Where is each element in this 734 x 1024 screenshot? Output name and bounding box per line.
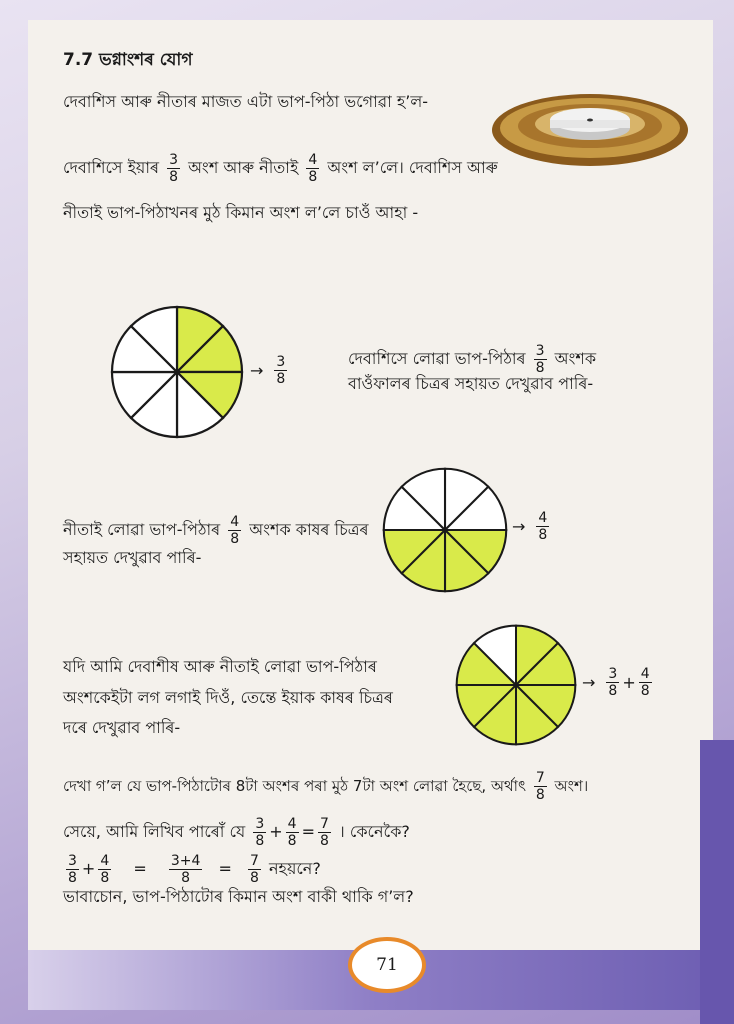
- fraction: [639, 666, 652, 699]
- numerator: 3: [276, 354, 286, 370]
- fraction: [534, 770, 547, 803]
- denominator: 8: [249, 870, 259, 886]
- write-text-b: । কেনেকৈ?: [339, 822, 410, 841]
- intro-text: দেবাশিস আৰু নীতাৰ মাজত এটা ভাপ-পিঠা ভগোৱা হ’ল-: [63, 92, 429, 111]
- combined-line2: অংশকেইটা লগ লগাই দিওঁ, তেন্তে ইয়াক কাষৰ চিত্ৰৰ: [63, 688, 393, 707]
- denominator: 8: [538, 527, 548, 543]
- pie-nita: [380, 465, 510, 595]
- equation-line: [63, 853, 321, 886]
- conclusion-text-b: অংশ।: [554, 777, 589, 795]
- right-band: [700, 740, 734, 1024]
- denominator: 8: [100, 870, 110, 886]
- debashis-text-b: অংশক: [554, 349, 597, 368]
- denominator: 8: [535, 787, 545, 803]
- numerator: 3: [255, 816, 265, 832]
- arrow-icon: →: [512, 517, 526, 536]
- denominator: 8: [320, 833, 329, 849]
- equals-sign: =: [133, 859, 147, 878]
- fraction: [536, 510, 549, 543]
- nita-text-b: অংশক কাষৰ চিত্ৰৰ: [249, 520, 369, 539]
- pie-combined: [453, 622, 579, 748]
- debashis-text-a: দেবাশিসে লোৱা ভাপ-পিঠাৰ: [348, 349, 526, 368]
- fraction: [66, 853, 79, 886]
- denominator: 8: [308, 169, 318, 185]
- combined-line3: দৰে দেখুৱাব পাৰি-: [63, 718, 181, 737]
- combined-line1: যদি আমি দেবাশীষ আৰু নীতাই লোৱা ভাপ-পিঠাৰ: [63, 657, 377, 676]
- page-number: [348, 937, 426, 993]
- denominator: 8: [169, 169, 178, 185]
- pie2-label: [512, 510, 552, 543]
- denominator: 8: [608, 683, 618, 699]
- numerator: 4: [287, 816, 297, 832]
- para1-text-b: অংশ আৰু নীতাই: [188, 158, 299, 177]
- write-text-a: সেয়ে, আমি লিখিব পাৰোঁ যে: [63, 822, 246, 841]
- arrow-icon: →: [582, 673, 596, 692]
- conclusion-text-a: দেখা গ’ল যে ভাপ-পিঠাটোৰ 8টা অংশৰ পৰা মুঠ 7টা অংশ লোৱা হৈছে, অৰ্থাৎ: [63, 777, 527, 795]
- fraction: [606, 666, 619, 699]
- write-line: [63, 816, 410, 849]
- fraction: [306, 152, 319, 185]
- denominator: 8: [276, 371, 286, 387]
- nita-line1: [63, 514, 369, 547]
- numerator: 7: [535, 770, 545, 786]
- denominator: 8: [181, 870, 191, 886]
- fraction: [318, 816, 331, 849]
- numerator: 3: [608, 666, 618, 682]
- denominator: 8: [287, 833, 297, 849]
- pie-debashis: [108, 303, 246, 441]
- numerator: 7: [249, 853, 259, 869]
- denominator: 8: [535, 360, 545, 376]
- denominator: 8: [640, 683, 650, 699]
- numerator: 3: [535, 343, 545, 359]
- plate-image: [490, 88, 690, 168]
- plus-sign: +: [81, 859, 96, 878]
- para1-line1: [63, 152, 498, 185]
- numerator: 4: [100, 853, 110, 869]
- para1-text-a: দেবাশিসে ইয়াৰ: [63, 158, 159, 177]
- pie3-label: [582, 666, 655, 699]
- debashis-line1: [348, 343, 596, 376]
- conclusion-line: [63, 770, 588, 803]
- denominator: 8: [230, 531, 240, 547]
- para1-line2: নীতাই ভাপ-পিঠাখনৰ মুঠ কিমান অংশ ল’লে চাওঁ আহা -: [63, 203, 419, 222]
- pie1-label: [250, 354, 290, 387]
- numerator: 4: [308, 152, 318, 168]
- fraction: [228, 514, 241, 547]
- fraction: [169, 853, 203, 886]
- denominator: 8: [255, 833, 265, 849]
- section-title: 7.7 ভগ্নাংশৰ যোগ: [63, 50, 193, 70]
- fraction: [286, 816, 299, 849]
- equals-sign: =: [218, 859, 232, 878]
- equals-sign: =: [301, 822, 315, 841]
- plus-sign: +: [622, 673, 636, 692]
- page-number-text: 71: [376, 955, 398, 975]
- fraction: [248, 853, 261, 886]
- numerator: 4: [538, 510, 548, 526]
- numerator: 3: [68, 853, 77, 869]
- numerator: 4: [640, 666, 650, 682]
- nita-text-a: নীতাই লোৱা ভাপ-পিঠাৰ: [63, 520, 221, 539]
- numerator: 3: [169, 152, 178, 168]
- question-text: ভাবাচোন, ভাপ-পিঠাটোৰ কিমান অংশ বাকী থাকি গ’ল?: [63, 887, 414, 906]
- fraction: [534, 343, 547, 376]
- para1-text-c: অংশ ল’লে। দেবাশিস আৰু: [327, 158, 498, 177]
- plus-sign: +: [269, 822, 283, 841]
- fraction: [167, 152, 180, 185]
- nita-line2: সহায়ত দেখুৱাব পাৰি-: [63, 548, 202, 567]
- fraction: [98, 853, 111, 886]
- fraction: [274, 354, 287, 387]
- fraction: [253, 816, 266, 849]
- numerator: 7: [320, 816, 329, 832]
- numerator: 3+4: [170, 853, 201, 869]
- debashis-line2: বাওঁফালৰ চিত্ৰৰ সহায়ত দেখুৱাব পাৰি-: [348, 374, 594, 393]
- arrow-icon: →: [250, 361, 264, 380]
- equation-tail: নহয়নে?: [269, 859, 321, 878]
- denominator: 8: [68, 870, 77, 886]
- numerator: 4: [230, 514, 240, 530]
